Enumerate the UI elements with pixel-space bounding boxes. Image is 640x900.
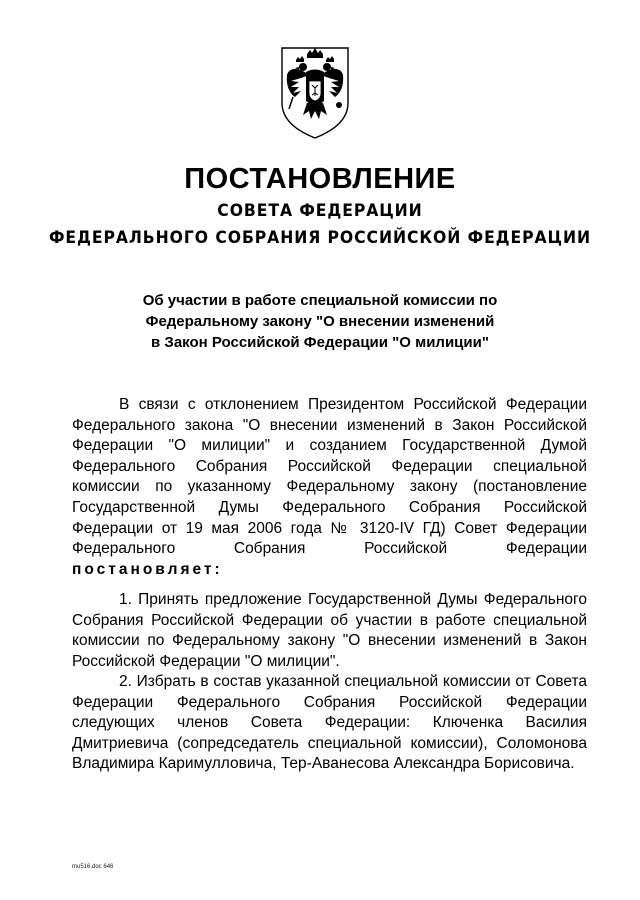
coat-of-arms-emblem [279,45,351,141]
document-subject [90,290,550,353]
double-headed-eagle-icon [279,45,351,141]
issuing-body-line2: ФЕДЕРАЛЬНОГО СОБРАНИЯ РОССИЙСКОЙ ФЕДЕРАЦИИ [49,228,591,248]
decision-item-2 [72,672,587,775]
decision-item-2-text: 2. Избрать в состав указанной специальной комиссии от Совета Федерации Федерального Собрания Российской Федерации следующих членов Совета Федерации: Ключенка Василия Дмитриевича (сопредседатель специальной комиссии), Соломонова Владимира Каримулловича, Тер-Аванесова Александра Борисовича. [72,673,587,773]
subject-line: Федеральному закону "О внесении изменений [145,313,495,330]
preamble-paragraph [72,395,587,580]
preamble-text: В связи с отклонением Президентом Российской Федерации Федерального закона "О внесении изменений в Закон Российской Федерации "О милиции" и созданием Государственной Думой Федерального Собрания Российской Федерации специальной комиссии по указанному Федеральному закону (постановление Государственной Думы Федерального Собрания Российской Федерации от 19 мая 2006 года № 3120-IV ГД) Совет Федерации Федерального Собрания Российской Федерации [72,396,587,558]
decree-word: постановляет: [72,560,223,578]
decision-item-1-text: 1. Принять предложение Государственной Думы Федерального Собрания Российской Федерации об участии в работе специальной комиссии по Федеральному закону "О внесении изменений в Закон Российской Федерации "О милиции". [72,591,587,670]
subject-line: Об участии в работе специальной комиссии по [142,292,498,309]
document-title: ПОСТАНОВЛЕНИЕ [184,163,456,195]
subject-line: в Закон Российской Федерации "О милиции" [151,334,489,351]
decision-item-1 [72,590,587,672]
issuing-body-line1: СОВЕТА ФЕДЕРАЦИИ [217,201,423,221]
document-code: mu516.doc 646 [72,864,114,870]
